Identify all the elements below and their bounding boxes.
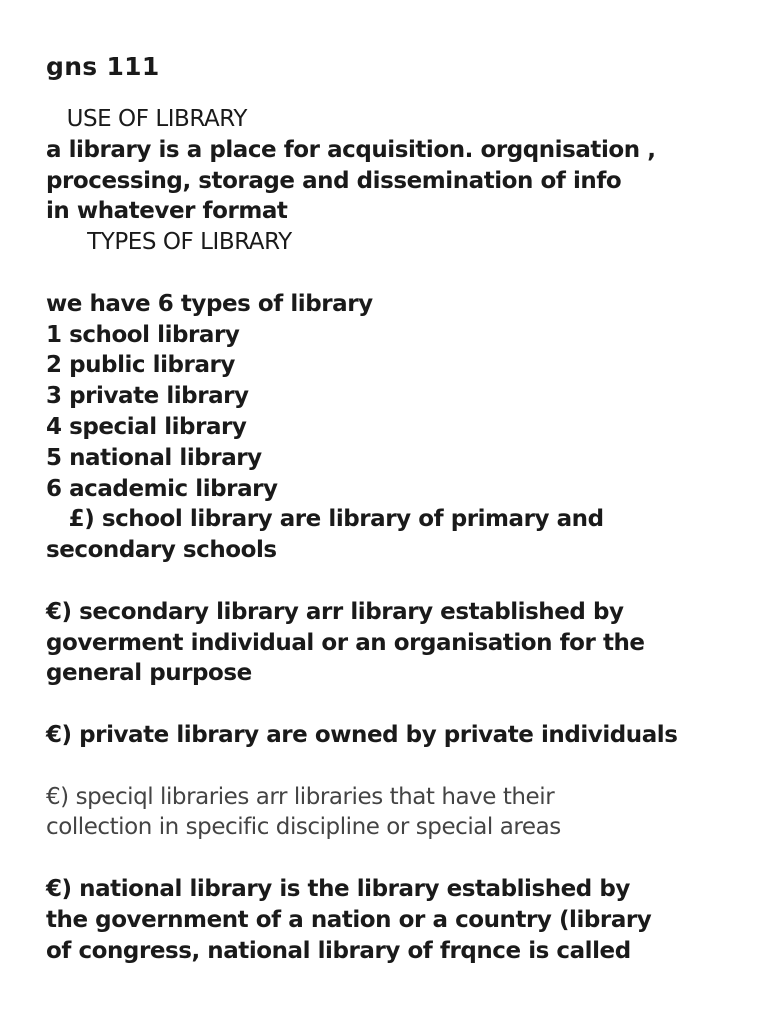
heading-use-of-library: USE OF LIBRARY <box>46 106 247 132</box>
list-item-type: 3 private library <box>46 383 249 410</box>
blank-line <box>46 258 746 289</box>
school-library-note: secondary schools <box>46 537 277 564</box>
secondary-library-note: goverment individual or an organisation for the <box>46 629 645 656</box>
definition-line: a library is a place for acquisition. orgqnisation , <box>46 136 656 163</box>
national-library-note: of congress, national library of frqnce is called <box>46 937 631 964</box>
note-page <box>46 50 746 966</box>
definition-line: processing, storage and dissemination of info <box>46 167 622 194</box>
secondary-library-note: €) secondary library arr library established by <box>46 598 624 625</box>
heading-types-of-library: TYPES OF LIBRARY <box>46 229 292 256</box>
definition-line: in whatever format <box>46 198 288 225</box>
special-library-note: €) speciql libraries arr libraries that have their <box>46 783 555 810</box>
national-library-note: €) national library is the library established by <box>46 875 630 902</box>
secondary-library-note: general purpose <box>46 660 252 687</box>
note-title: gns 111 <box>46 52 160 81</box>
private-library-note: €) private library are owned by private individuals <box>46 721 678 748</box>
list-item-type: 5 national library <box>46 444 262 471</box>
school-library-note: £) school library are library of primary and <box>46 506 604 533</box>
list-item-type: 6 academic library <box>46 475 278 502</box>
list-item-type: 4 special library <box>46 413 247 440</box>
blank-line <box>46 689 746 720</box>
blank-line <box>46 843 746 874</box>
types-intro: we have 6 types of library <box>46 290 373 317</box>
list-item-type: 2 public library <box>46 352 235 379</box>
list-item-type: 1 school library <box>46 321 240 348</box>
national-library-note: the government of a nation or a country (library <box>46 906 652 933</box>
special-library-note: collection in specific discipline or special areas <box>46 814 561 841</box>
blank-line <box>46 566 746 597</box>
blank-line <box>46 751 746 782</box>
